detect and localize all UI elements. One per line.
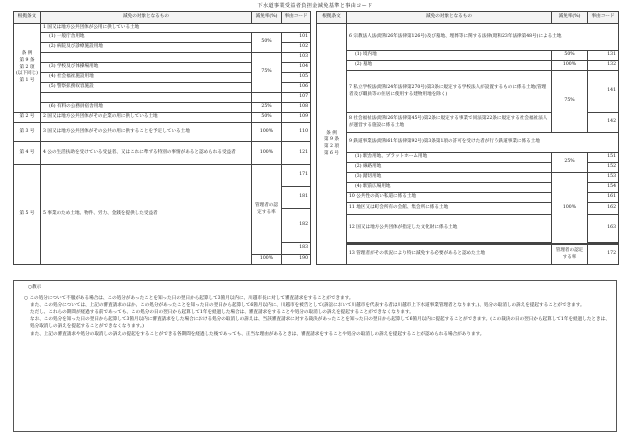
row1-rate-b: 75%	[252, 53, 282, 93]
row9-rate: 25%	[552, 153, 588, 173]
row4-clause: 第 4 号	[14, 142, 41, 165]
row1-rate-blank	[252, 93, 282, 103]
notes-paragraph: また、上記の審査請求や処分の取消しの訴えの提起をすることができる各期間を経過した後であっても、正当な理由があるときは、審査請求をすることや処分の取消しの訴えを提起することが認められる場合があります。	[30, 331, 485, 337]
header-code: 事由コード	[282, 12, 311, 24]
row4-text: 4 公の生活扶助を受けている受益者、又はこれに準ずる特別の事情があると認められる受益者	[41, 142, 252, 165]
row4-code: 121	[282, 142, 311, 165]
row1-item: (4) 社会福祉施設用地	[41, 73, 252, 83]
row6-text: 6 宗教法人法(昭和26年法律第126号)及び墓地、埋葬等に関する法律(昭和23年法律第48号)による土地	[347, 24, 619, 51]
row5-code: 181	[282, 187, 311, 209]
row5-code: 183	[282, 243, 311, 255]
row3-text: 3 国又は地方公共団体がその公共の用に供することを予定している土地	[41, 123, 252, 142]
row10-code: 161	[588, 193, 619, 203]
row1-code: 103	[282, 53, 311, 63]
row3-code: 110	[282, 123, 311, 142]
row12-text: 12 国又は地方公共団体が指定した文化財に係る土地	[347, 215, 552, 243]
clause-group6: 条 例 第 9 条 第 2 項 第 6 号	[317, 24, 347, 265]
row9-item: (3) 踏切用地	[347, 173, 552, 183]
row11-code: 162	[588, 203, 619, 215]
row1-code: 104	[282, 63, 311, 73]
row7-code: 141	[588, 71, 619, 113]
row9-item: (1) 駅舎用地、プラットホーム用地	[347, 153, 552, 163]
row13-text: 13 管理者がその状況により特に減免する必要があると認めた土地	[347, 245, 552, 265]
row7-rate: 75%	[552, 71, 588, 133]
notes-paragraph: ○ この処分について不服がある場合は、この処分があったことを知った日の翌日から起算して3箇月以内に、川越市長に対して審査請求をすることができます。	[24, 296, 354, 301]
row9-code: 152	[588, 163, 619, 173]
row5-rate-2: 100%	[252, 255, 282, 265]
page-title: 下水道事業受益者負担金減免基準と事由コード	[257, 3, 373, 9]
row1-code: 102	[282, 43, 311, 53]
notes-body	[24, 295, 610, 338]
row1-item	[41, 93, 252, 103]
row4-rate: 100%	[252, 142, 282, 165]
row9-code: 154	[588, 183, 619, 193]
row2-clause: 第 2 号	[14, 113, 41, 123]
header-clause: 根拠条文	[317, 12, 347, 24]
row13-code: 172	[588, 245, 619, 265]
notes-heading: ○教示	[28, 285, 42, 290]
row1-item: (6) 有料の公務員宿舎用地	[41, 103, 252, 113]
row12-pad-code	[588, 243, 619, 244]
row5-code: 171	[282, 165, 311, 187]
left-schedule-table	[13, 11, 311, 265]
row1-code: 105	[282, 73, 311, 83]
row2-code: 109	[282, 113, 311, 123]
row1-item: (3) 学校及び体操場用地	[41, 63, 252, 73]
row1-item	[41, 53, 252, 63]
row1-item: (5) 警察拡務収容施設	[41, 83, 252, 93]
row1-code: 101	[282, 33, 311, 43]
row1-rate-c: 25%	[252, 103, 282, 113]
row1-item: (1) 一般庁舎用地	[41, 33, 252, 43]
notes-box	[13, 280, 617, 432]
row8-code: 142	[588, 113, 619, 133]
notes-paragraph: ただし、これらの期間が経過する前であっても、この処分の日の翌日から起算して1年を経過した場合は、審査請求をすることや処分の取消しの訴えを提起することができなくなります。	[30, 310, 414, 316]
row3-clause: 第 3 号	[14, 123, 41, 142]
header-code: 事由コード	[588, 12, 619, 24]
header-target: 減免の対象となるもの	[347, 12, 552, 24]
right-schedule-table	[316, 11, 619, 265]
row1-code: 108	[282, 103, 311, 113]
row10-text: 10 公共性の高い私道に係る土地	[347, 193, 552, 203]
header-target: 減免の対象となるもの	[41, 12, 252, 24]
row9-item: (2) 線路用地	[347, 163, 552, 173]
row6-rate: 100%	[552, 61, 588, 71]
row6-item: (1) 境内地	[347, 51, 552, 61]
row7-text: 7 私立学校法(昭和24年法律第270号)第3条に規定する学校法人が設置するものに係る土地(管理者及び職員等の住居に使用する建物用地を除く)	[347, 71, 552, 113]
row9-item: (4) 駅前広場用地	[347, 183, 552, 193]
row6-rate: 50%	[552, 51, 588, 61]
row5-text: 5 事業のため土地、物件、労力、金銭を提供した受益者	[41, 165, 252, 265]
row9-text: 9 鉄道事業法(昭和61年法律第92号)第3条第1項の許可を受けた者が行う鉄道事業に係る土地	[347, 133, 619, 153]
row5-code: 190	[282, 255, 311, 265]
row5-clause: 第 5 号	[14, 165, 41, 265]
row2-rate: 50%	[252, 113, 282, 123]
row1-code: 107	[282, 93, 311, 103]
row2-text: 2 国又は地方公共団体がその企業の用に供している土地	[41, 113, 252, 123]
row9-code: 151	[588, 153, 619, 163]
row13-rate: 管理者の認定する率	[552, 245, 588, 265]
notes-paragraph: なお、この処分を知った日の翌日から起算して3箇月以内に審査請求をした場合における処分の取消しの訴えは、当該審査請求に対する裁決があったことを知った日の翌日から起算して6箇月以内に提起することができます。(この裁決の日の翌日から起算して1年を経過したときは、処分取消しの訴えを提起することができなくなります。)	[30, 317, 610, 330]
row1-title: 1 国又は地方公共団体が公用に供している土地	[41, 24, 311, 33]
header-clause: 根拠条文	[14, 12, 41, 24]
row1-rate-a: 50%	[252, 33, 282, 53]
row6-code: 131	[588, 51, 619, 61]
header-rate: 減免率(%)	[252, 12, 282, 24]
clause-group1: 条 例 第 9 条 第 2 項 (以下同じ) 第 1 号	[14, 24, 41, 113]
row6-code: 132	[588, 61, 619, 71]
row1-item: (2) 病院及び診療施設用地	[41, 43, 252, 53]
rate-100-block: 100%	[552, 173, 588, 244]
header-rate: 減免率(%)	[552, 12, 588, 24]
row5-rate: 管理者の認定する率	[252, 165, 282, 255]
row9-code: 153	[588, 173, 619, 183]
row11-text: 11 地区又は町会所有の会館、集会所に係る土地	[347, 203, 552, 215]
row8-text: 8 社会福祉法(昭和26年法律第45号)第2条に規定する事業で同法第22条に規定する社会福祉法人が運営する施設に係る土地	[347, 113, 552, 133]
row3-rate: 100%	[252, 123, 282, 142]
row6-item: (2) 墓地	[347, 61, 552, 71]
row12-code: 163	[588, 215, 619, 243]
row5-code: 182	[282, 209, 311, 243]
row1-code: 106	[282, 83, 311, 93]
notes-paragraph: また、この処分については、上記の審査請求のほか、この処分があったことを知った日の翌日から起算して6箇月以内に、川越市を被告として(訴訟において川越市を代表する者は川越市上下水道事業管理者となります。)、処分の取消しの訴えを提起することができます。	[30, 303, 585, 309]
